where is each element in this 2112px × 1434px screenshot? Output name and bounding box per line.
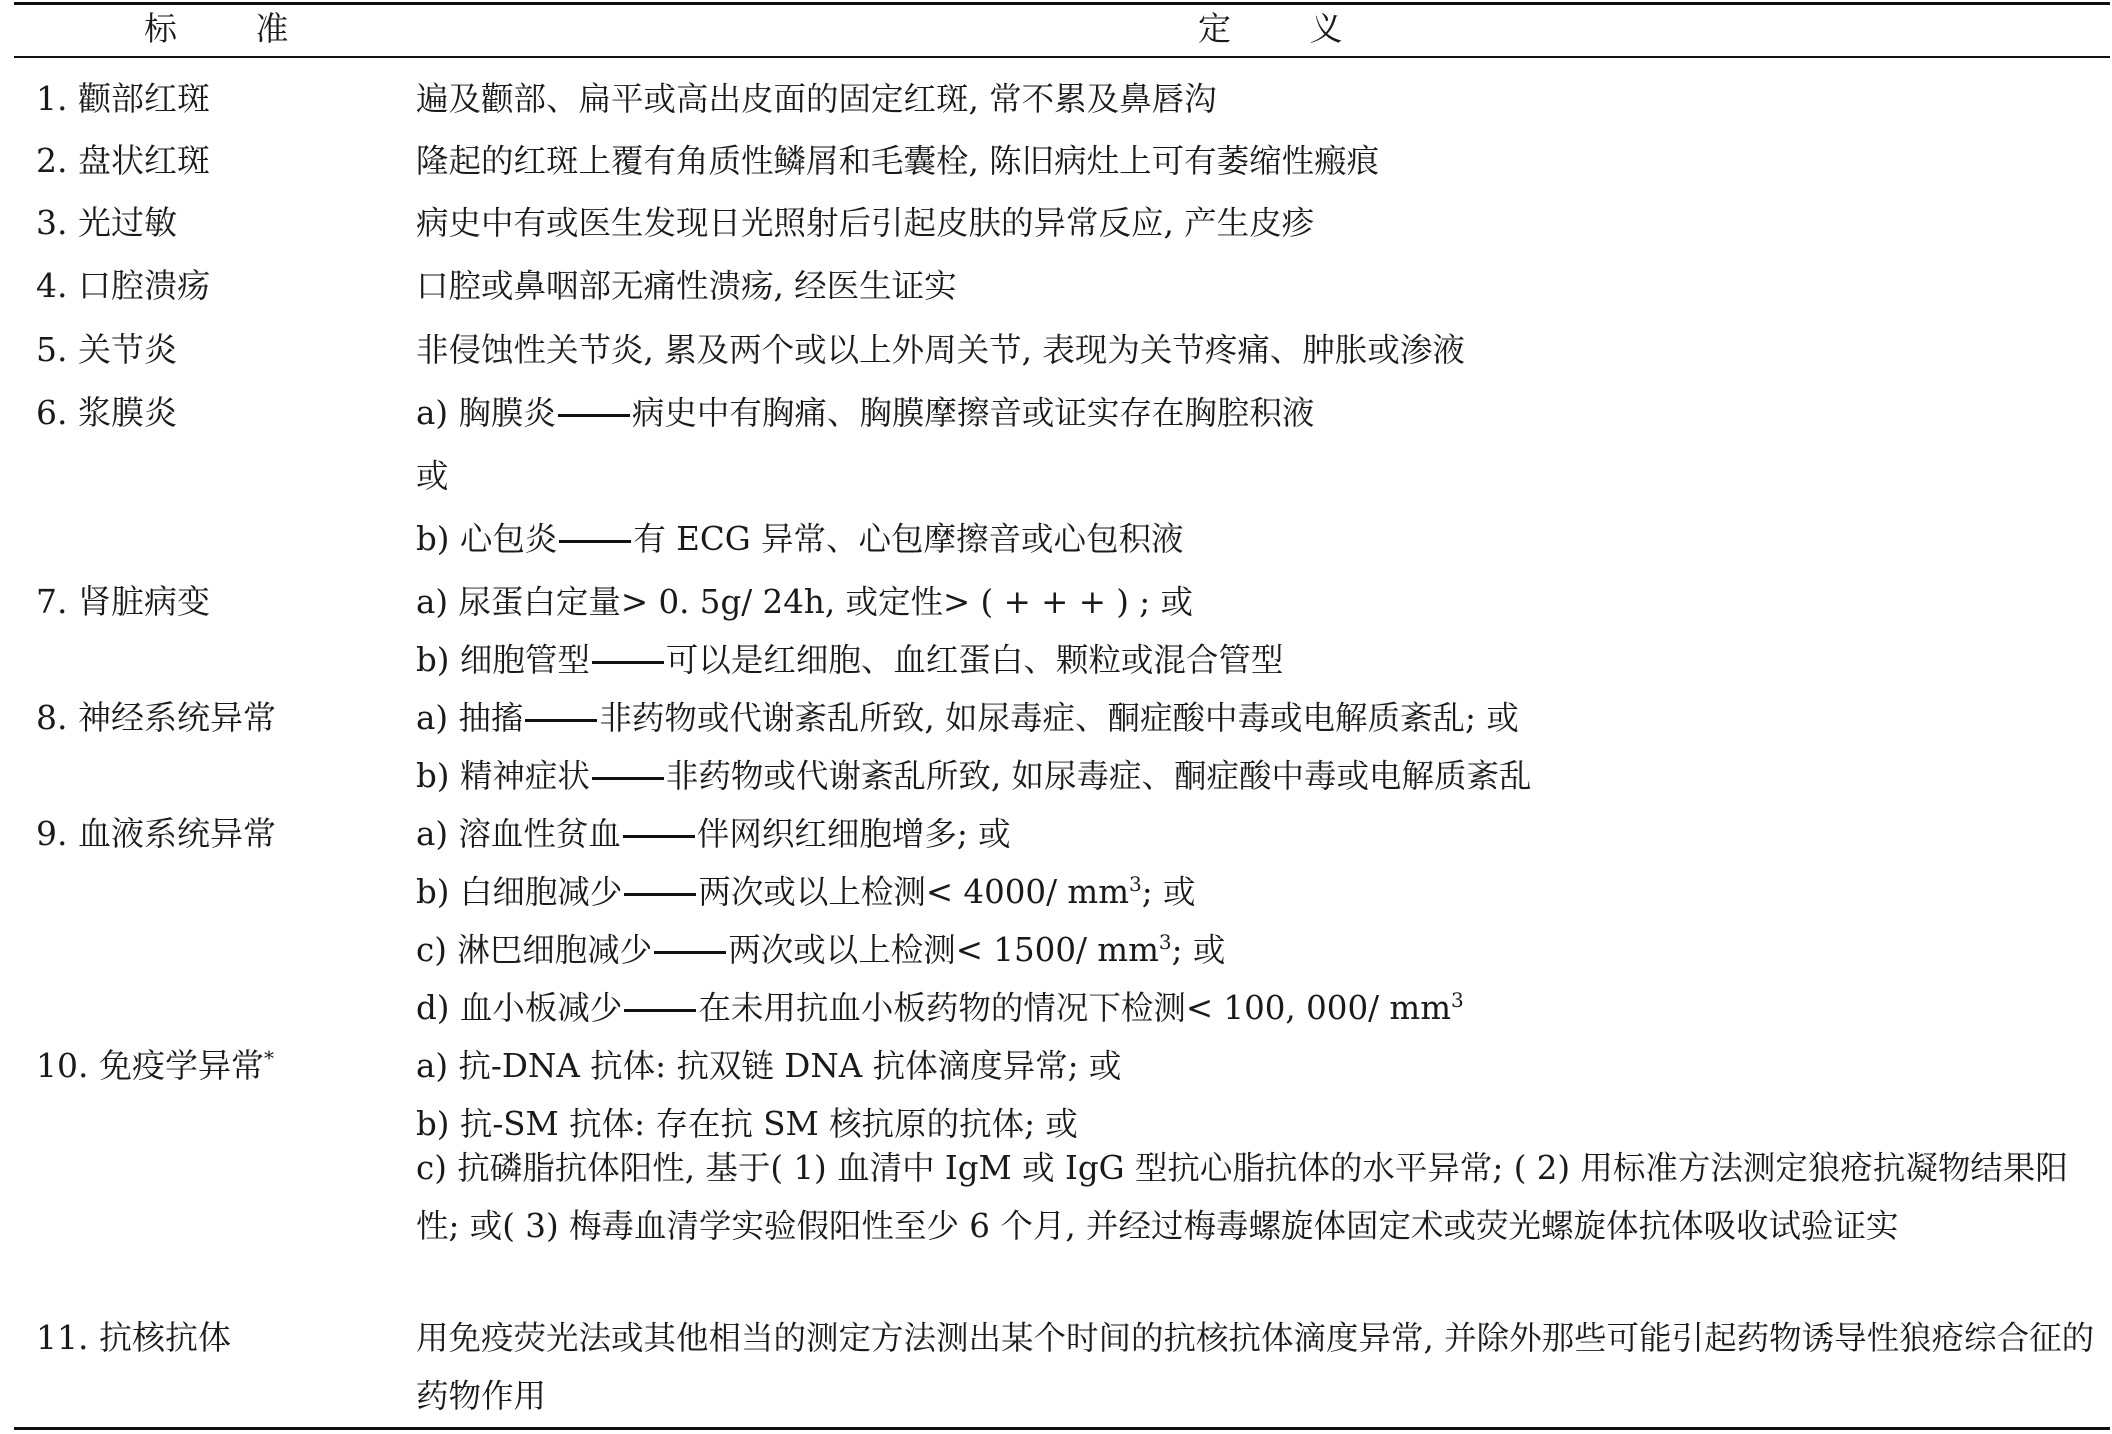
definition-9b: b) 白细胞减少 两次或以上检测< 4000/ $mm^3$; 或 [416, 872, 1196, 911]
definition-11: 用免疫荧光法或其他相当的测定方法测出某个时间的抗核抗体滴度异常, 并除外那些可能引起药物诱导性狼疮综合征的药物作用 [416, 1319, 2095, 1415]
definition-7b: b) 细胞管型 可以是红细胞、血红蛋白、颗粒或混合管型 [416, 641, 1284, 679]
definition-10c: c) 抗磷脂抗体阳性, 基于( 1) 血清中 IgM 或 IgG 型抗心脂抗体的水平异常; ( 2) 用标准方法测定狼疮抗凝物结果阳性; 或( 3) 梅毒血清学实验假阳性至少 6 个月, 并经过梅毒螺旋体固定术或荧光螺旋体抗体吸收试验证实 [416, 1149, 2068, 1245]
criterion-8: 8. 神经系统异常 [36, 698, 276, 737]
criteria-table [14, 0, 2112, 1434]
definition-9d: d) 血小板减少 在未用抗血小板药物的情况下检测< 100, 000/ $mm^3$ [416, 988, 1464, 1027]
criterion-3: 3. 光过敏 [36, 203, 177, 242]
definition-3: 病史中有或医生发现日光照射后引起皮肤的异常反应, 产生皮疹 [416, 204, 1315, 242]
em-dash [558, 414, 630, 417]
criterion-2: 2. 盘状红斑 [36, 141, 210, 180]
definition-8a: a) 抽搐 非药物或代谢紊乱所致, 如尿毒症、酮症酸中毒或电解质紊乱; 或 [416, 699, 1519, 737]
definition-8b: b) 精神症状 非药物或代谢紊乱所致, 如尿毒症、酮症酸中毒或电解质紊乱 [416, 757, 1532, 795]
em-dash [592, 661, 664, 664]
em-dash [559, 540, 631, 543]
definition-7a: a) 尿蛋白定量> 0. 5g/ 24h, 或定性> ( + + + ) ; 或 [416, 583, 1194, 621]
criterion-5: 5. 关节炎 [36, 330, 177, 369]
em-dash [623, 835, 695, 838]
definition-2: 隆起的红斑上覆有角质性鳞屑和毛囊栓, 陈旧病灶上可有萎缩性瘢痕 [416, 142, 1380, 180]
definition-5: 非侵蚀性关节炎, 累及两个或以上外周关节, 表现为关节疼痛、肿胀或渗液 [416, 331, 1465, 369]
bottom-rule [14, 1427, 2110, 1430]
definition-9c: c) 淋巴细胞减少 两次或以上检测< 1500/ $mm^3$; 或 [416, 930, 1226, 969]
definition-10b: b) 抗-SM 抗体: 存在抗 SM 核抗原的抗体; 或 [416, 1105, 1078, 1143]
criterion-4: 4. 口腔溃疡 [36, 266, 210, 305]
definition-9a: a) 溶血性贫血 伴网织红细胞增多; 或 [416, 815, 1011, 853]
criterion-6: 6. 浆膜炎 [36, 393, 177, 432]
criterion-9: 9. 血液系统异常 [36, 814, 276, 853]
definition-1: 遍及颧部、扁平或高出皮面的固定红斑, 常不累及鼻唇沟 [416, 80, 1217, 118]
em-dash [624, 893, 696, 896]
top-rule [14, 2, 2110, 5]
header-definition: 定 义 [1198, 9, 1377, 48]
definition-6-or: 或 [416, 457, 449, 495]
definition-6a: a) 胸膜炎 病史中有胸痛、胸膜摩擦音或证实存在胸腔积液 [416, 394, 1315, 432]
em-dash [624, 1009, 696, 1012]
em-dash [525, 719, 597, 722]
header-rule [14, 56, 2110, 58]
header-criterion: 标 准 [144, 9, 323, 48]
criterion-10: 10. 免疫学异常* [36, 1046, 274, 1085]
criterion-7: 7. 肾脏病变 [36, 582, 210, 621]
definition-6b: b) 心包炎 有 ECG 异常、心包摩擦音或心包积液 [416, 520, 1184, 558]
criterion-1: 1. 颧部红斑 [36, 79, 210, 118]
em-dash [592, 777, 664, 780]
definition-4: 口腔或鼻咽部无痛性溃疡, 经医生证实 [416, 267, 957, 305]
em-dash [654, 951, 726, 954]
criterion-11: 11. 抗核抗体 [36, 1318, 231, 1357]
definition-10a: a) 抗-DNA 抗体: 抗双链 DNA 抗体滴度异常; 或 [416, 1047, 1122, 1085]
